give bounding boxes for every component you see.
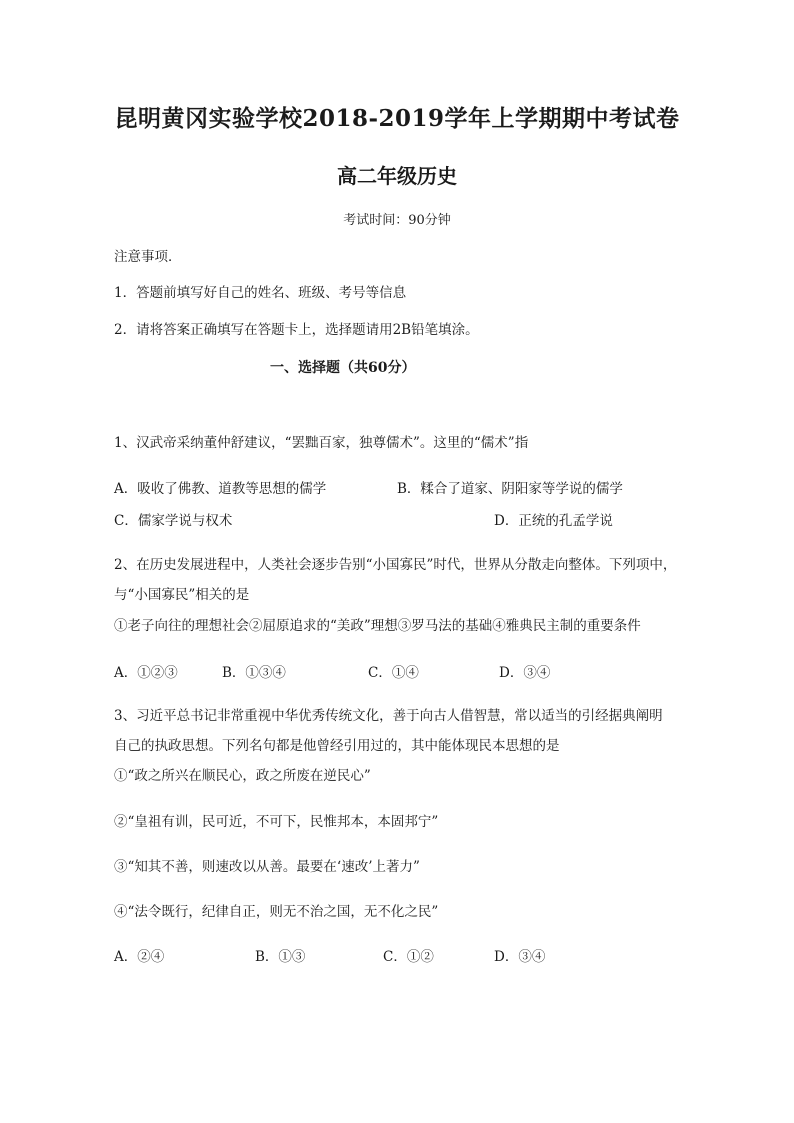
question-2-option-d: D．③④ xyxy=(499,665,551,681)
question-3-option-a: A．②④ xyxy=(114,949,165,965)
question-3-statement: ④“法令既行，纪律自正，则无不治之国，无不化之民” xyxy=(114,904,439,920)
question-2-option-b: B．①③④ xyxy=(222,665,286,681)
exam-title: 昆明黄冈实验学校2018-2019学年上学期期中考试卷 xyxy=(114,105,680,132)
question-3-statement: ②“皇祖有训，民可近，不可下，民惟邦本，本固邦宁” xyxy=(114,814,439,830)
question-2-option-c: C．①④ xyxy=(368,665,419,681)
question-3-statement: ①“政之所兴在顺民心，政之所废在逆民心” xyxy=(114,768,371,784)
question-2-stem-line: 2、在历史发展进程中，人类社会逐步告别“小国寡民”时代，世界从分散走向整体。下列项中， xyxy=(114,557,677,573)
question-3-stem-line: 自己的执政思想。下列名句都是他曾经引用过的，其中能体现民本思想的是 xyxy=(114,738,560,754)
question-2-option-a: A．①②③ xyxy=(114,665,178,681)
exam-subtitle: 高二年级历史 xyxy=(337,164,457,188)
section-title: 一、选择题（共60分） xyxy=(270,360,416,376)
question-1-option-b: B．糅合了道家、阴阳家等学说的儒学 xyxy=(397,481,623,497)
question-1-option-d: D．正统的孔孟学说 xyxy=(494,513,613,529)
question-1-stem: 1、汉武帝采纳董仲舒建议，“罢黜百家，独尊儒术”。这里的“儒术”指 xyxy=(114,435,529,451)
question-3-stem-line: 3、习近平总书记非常重视中华优秀传统文化，善于向古人借智慧，常以适当的引经据典阐明 xyxy=(114,708,663,724)
question-1-option-c: C．儒家学说与权术 xyxy=(114,513,233,529)
question-2-stem-line: 与“小国寡民”相关的是 xyxy=(114,587,250,603)
exam-time: 考试时间：90分钟 xyxy=(343,213,451,228)
question-3-statement: ③“知其不善，则速改以从善。最要在‘速改’上著力” xyxy=(114,859,420,875)
notes-heading: 注意事项． xyxy=(114,249,182,265)
question-3-option-d: D．③④ xyxy=(494,949,546,965)
question-3-option-c: C．①② xyxy=(383,949,434,965)
question-1-option-a: A．吸收了佛教、道教等思想的儒学 xyxy=(114,481,327,497)
note-item: 2．请将答案正确填写在答题卡上，选择题请用2B铅笔填涂。 xyxy=(114,322,479,338)
note-item: 1．答题前填写好自己的姓名、班级、考号等信息 xyxy=(114,285,407,301)
question-3-option-b: B．①③ xyxy=(255,949,306,965)
question-2-statements: ①老子向往的理想社会②屈原追求的“美政”理想③罗马法的基础④雅典民主制的重要条件 xyxy=(114,618,641,634)
